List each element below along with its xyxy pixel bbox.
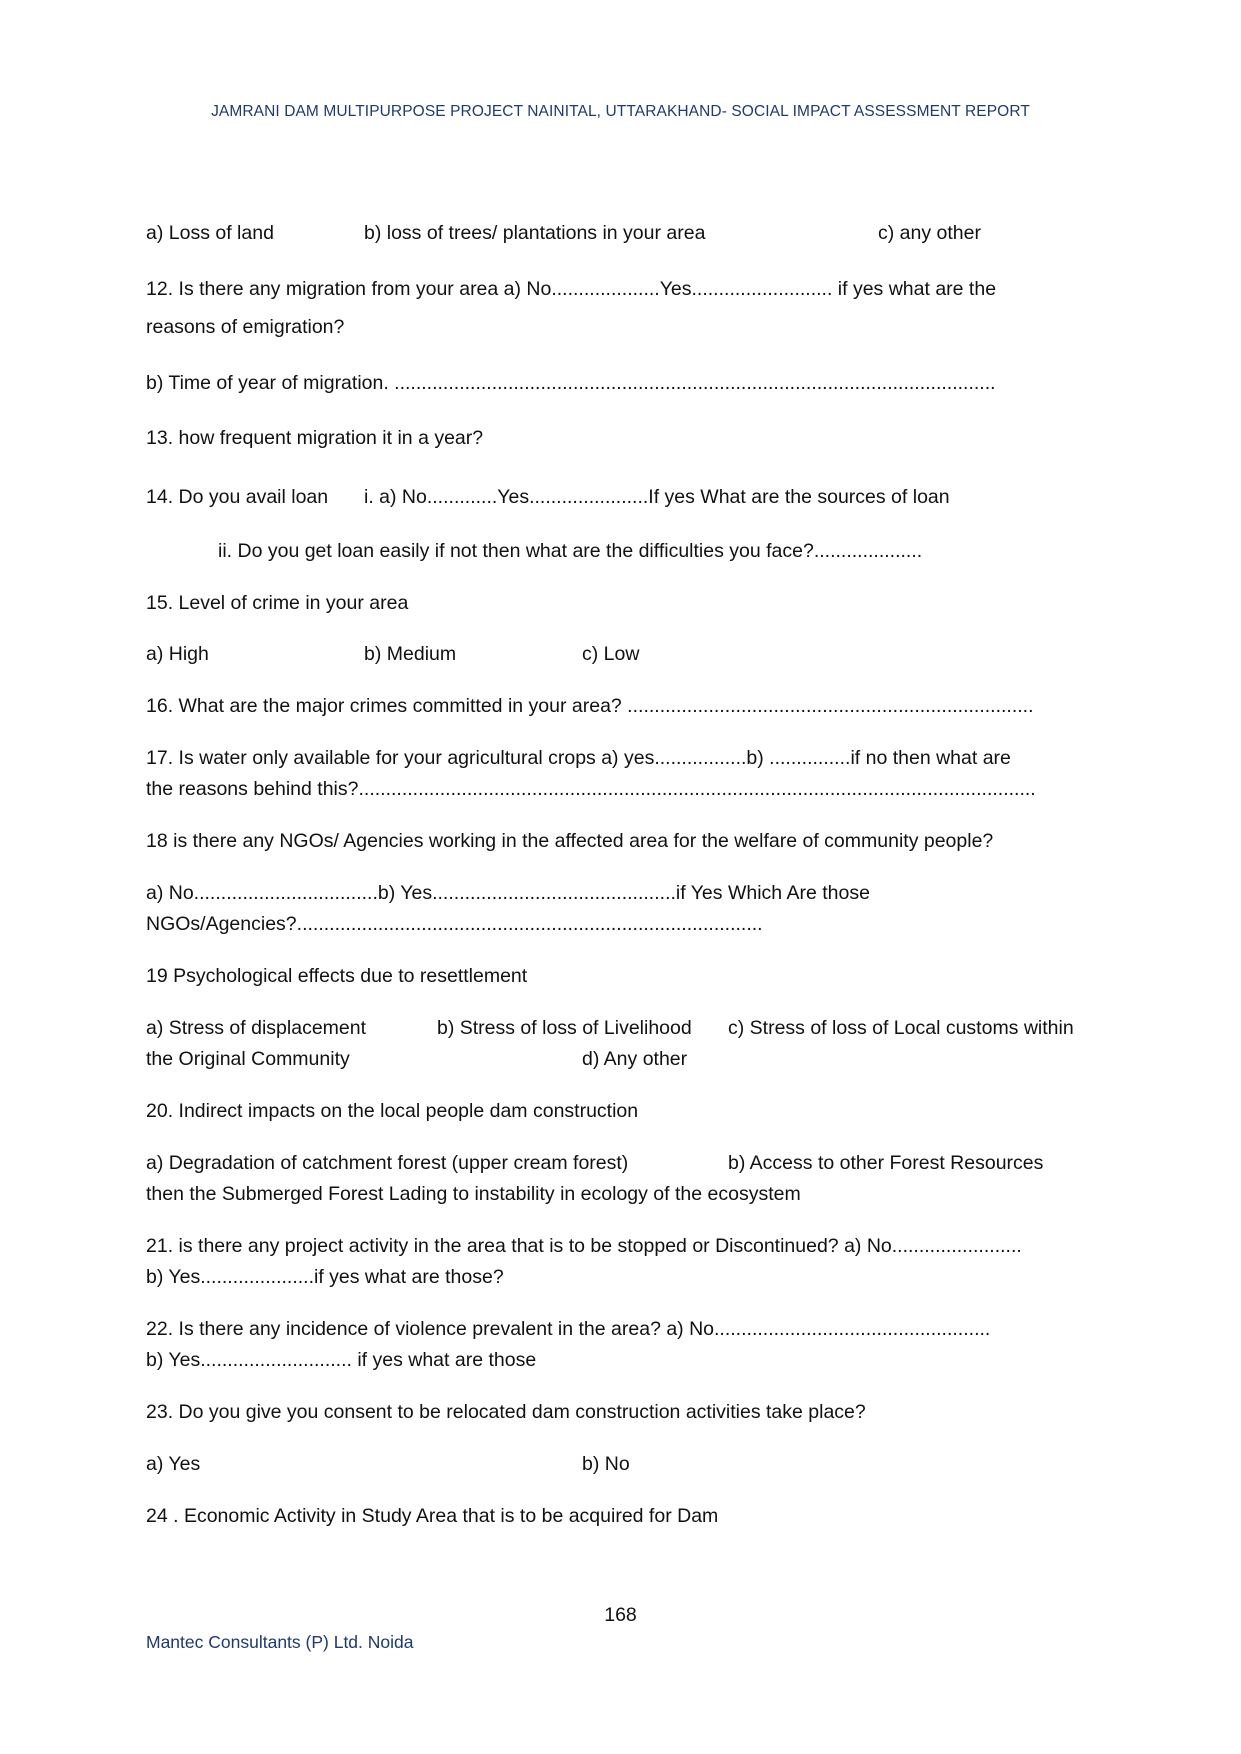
q23: 23. Do you give you consent to be relocated dam construction activities take place?: [146, 1401, 866, 1423]
q19-c: c) Stress of loss of Local customs within: [728, 1017, 1074, 1039]
q22-line2: b) Yes............................ if yes what are those: [146, 1349, 537, 1371]
q19-b: b) Stress of loss of Livelihood: [437, 1017, 692, 1039]
q16: 16. What are the major crimes committed in your area? ...........................................................................: [146, 695, 1034, 717]
q19-c-cont: the Original Community: [146, 1048, 350, 1070]
q20: 20. Indirect impacts on the local people dam construction: [146, 1100, 639, 1122]
q20-b: b) Access to other Forest Resources: [728, 1152, 1044, 1174]
q15-a: a) High: [146, 643, 209, 665]
q11-option-b: b) loss of trees/ plantations in your area: [364, 222, 706, 244]
q14-ii: ii. Do you get loan easily if not then what are the difficulties you face?....................: [218, 540, 923, 562]
q21-line2: b) Yes.....................if yes what are those?: [146, 1266, 504, 1288]
q20-line2: then the Submerged Forest Lading to instability in ecology of the ecosystem: [146, 1183, 801, 1205]
q15-c: c) Low: [582, 643, 640, 665]
q23-a: a) Yes: [146, 1453, 201, 1475]
q19: 19 Psychological effects due to resettlement: [146, 965, 528, 987]
q15-b: b) Medium: [364, 643, 457, 665]
report-header: JAMRANI DAM MULTIPURPOSE PROJECT NAINITAL, UTTARAKHAND- SOCIAL IMPACT ASSESSMENT REPORT: [211, 103, 1030, 120]
q14-i: i. a) No.............Yes......................If yes What are the sources of loan: [364, 486, 950, 508]
q12-line2: reasons of emigration?: [146, 316, 345, 338]
q24: 24 . Economic Activity in Study Area that is to be acquired for Dam: [146, 1505, 719, 1527]
q22-line1: 22. Is there any incidence of violence prevalent in the area? a) No...................................................: [146, 1318, 991, 1340]
q23-b: b) No: [582, 1453, 630, 1475]
page-number: 168: [604, 1604, 637, 1626]
q17-line1: 17. Is water only available for your agricultural crops a) yes.................b) ...............if no then what are: [146, 747, 1011, 769]
q21-line1: 21. is there any project activity in the area that is to be stopped or Discontinued? a) No........................: [146, 1235, 1022, 1257]
q14-label: 14. Do you avail loan: [146, 486, 329, 508]
q17-line2: the reasons behind this?.............................................................................................................................: [146, 778, 1036, 800]
q18-line1: a) No..................................b) Yes.............................................if Yes Which Are those: [146, 882, 870, 904]
q15: 15. Level of crime in your area: [146, 592, 409, 614]
q20-a: a) Degradation of catchment forest (upper cream forest): [146, 1152, 629, 1174]
footer-company: Mantec Consultants (P) Ltd. Noida: [146, 1632, 414, 1652]
q18: 18 is there any NGOs/ Agencies working in the affected area for the welfare of community people?: [146, 830, 994, 852]
q11-option-c: c) any other: [878, 222, 981, 244]
q12-line1: 12. Is there any migration from your area a) No....................Yes.......................... if yes what are the: [146, 278, 997, 300]
q11-option-a: a) Loss of land: [146, 222, 274, 244]
q19-a: a) Stress of displacement: [146, 1017, 367, 1039]
q19-d: d) Any other: [582, 1048, 688, 1070]
q13: 13. how frequent migration it in a year?: [146, 427, 484, 449]
q18-line2: NGOs/Agencies?......................................................................................: [146, 913, 763, 935]
q12-b: b) Time of year of migration. ...............................................................................................................: [146, 372, 996, 394]
